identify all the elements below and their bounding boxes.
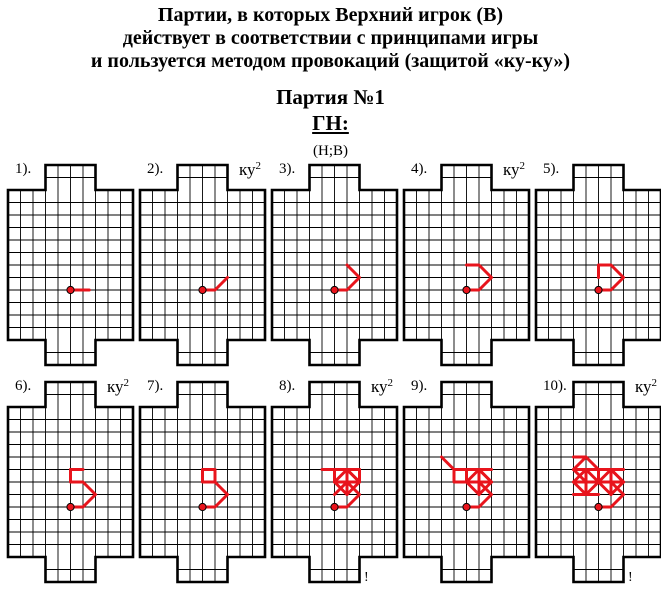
board-label: 9). [411,378,428,394]
move-line [611,470,624,483]
heading-line-2: действует в соответствии с принципами игры [122,27,539,49]
board-label: 3). [279,161,296,177]
heading-line-3: и пользуется методом провокаций (защитой «ку-ку») [90,50,571,72]
board-10 [531,377,657,585]
board-label: 5). [543,161,560,177]
ku-mark: $ку^2$ [503,157,525,179]
move-line [454,470,467,483]
start-dot [463,286,470,293]
board-grid [3,163,133,368]
board-grid [399,380,529,585]
board-grid [135,163,265,368]
board-6 [3,377,129,580]
ku-mark: $ку^2$ [239,157,261,179]
board-1 [3,163,129,363]
board-3 [267,163,393,363]
move-line [574,457,587,470]
board-8 [267,377,393,585]
board-label: 8). [279,378,296,394]
players-label: (Н;В) [313,143,348,159]
start-dot [331,503,338,510]
exclamation-mark: ! [628,570,633,585]
board-grid [531,163,661,368]
start-dot [463,503,470,510]
board-7 [135,380,261,580]
board-grid [3,380,133,585]
gn-label: ГН: [312,111,349,135]
board-label: 10). [543,378,567,394]
board-2 [135,160,261,363]
start-dot [595,503,602,510]
start-dot [67,503,74,510]
game-title: Партия №1 [276,85,385,109]
board-label: 7). [147,378,164,394]
board-grid [135,380,265,585]
start-dot [331,286,338,293]
move-line [442,457,455,470]
start-dot [199,286,206,293]
ku-mark: $ку^2$ [107,374,129,396]
move-line [479,470,492,483]
move-line [347,470,360,483]
board-grid [267,380,397,585]
board-grid [399,163,529,368]
board-grid [531,380,661,585]
board-label: 1). [15,161,32,177]
board-grid [267,163,397,368]
ku-mark: $ку^2$ [635,374,657,396]
board-4 [399,160,525,363]
ku-mark: $ку^2$ [371,374,393,396]
board-9 [399,380,525,580]
board-label: 4). [411,161,428,177]
heading-line-1: Партии, в которых Верхний игрок (В) [157,4,504,26]
exclamation-mark: ! [364,570,369,585]
start-dot [595,286,602,293]
board-5 [531,163,657,363]
start-dot [67,286,74,293]
start-dot [199,503,206,510]
board-label: 6). [15,378,32,394]
board-label: 2). [147,161,164,177]
